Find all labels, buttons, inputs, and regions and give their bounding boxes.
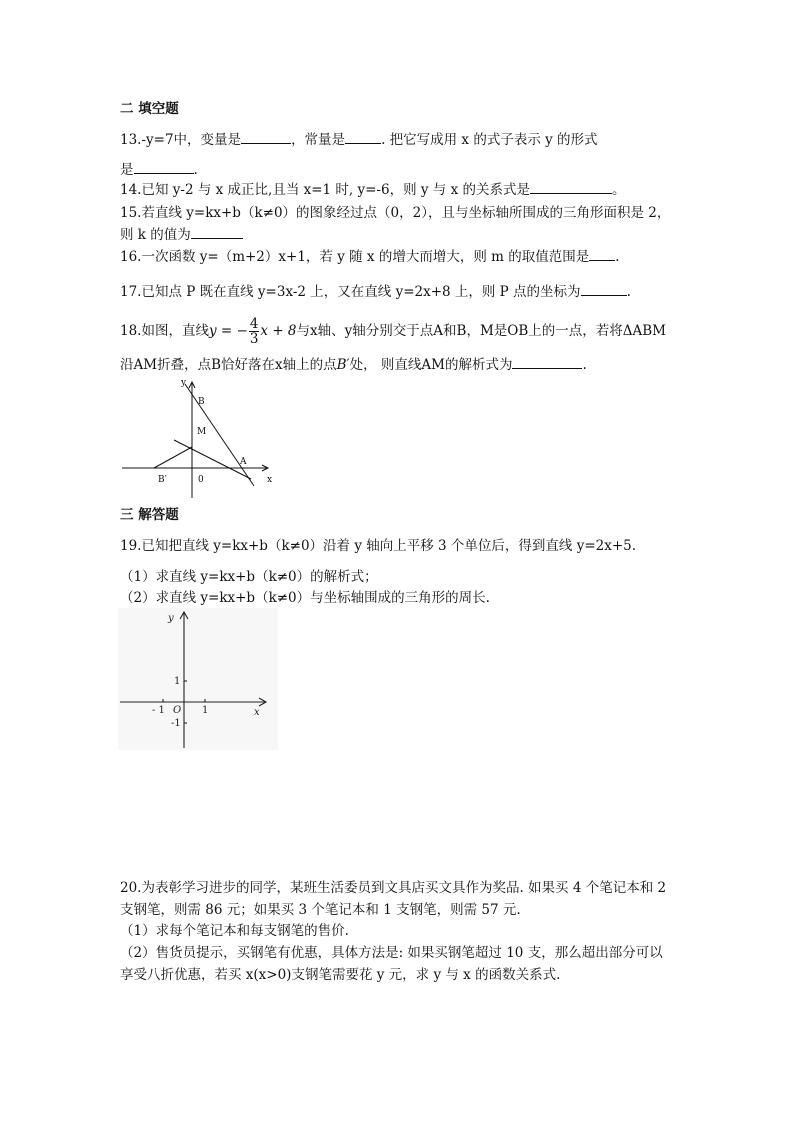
fig-label-x-1: 1: [202, 705, 209, 716]
q17-text-end: .: [626, 284, 631, 300]
section-title-answers: 三 解答题: [120, 507, 179, 523]
question-18-cont: [120, 356, 587, 374]
q13-text-c: . 把它写成用 x 的式子表示 y 的形式: [381, 132, 598, 148]
q15-text: 则 k 的值为: [120, 227, 191, 243]
fig-label-y-1: 1: [174, 676, 181, 687]
question-19-part-2: （2）求直线 y=kx+b（k≠0）与坐标轴围成的三角形的周长.: [120, 590, 490, 606]
question-20-part-2-cont: 享受八折优惠，若买 x(x>0)支钢笔需要花 y 元，求 y 与 x 的函数关系式.: [120, 967, 561, 983]
answer-blank[interactable]: [589, 248, 615, 261]
fig-label-x: x: [254, 707, 260, 718]
fig-label-x-neg1: - 1: [152, 705, 165, 716]
section-title-fill-in: 二 填空题: [120, 101, 179, 117]
question-20: 20.为表彰学习进步的同学，某班生活委员到文具店买文具作为奖品. 如果买 4 个笔记本和 2: [120, 880, 667, 896]
q18-fraction: [249, 317, 260, 346]
q18-line2-a: 沿AM折叠，点B恰好落在x轴上的点: [120, 357, 337, 373]
fig-label-b: B: [198, 397, 205, 407]
answer-blank[interactable]: [581, 283, 627, 296]
question-19: 19.已知把直线 y=kx+b（k≠0）沿着 y 轴向上平移 3 个单位后，得到直线 y=2x+5.: [120, 538, 637, 554]
question-14: [120, 181, 626, 199]
question-16: [120, 248, 620, 266]
answer-blank[interactable]: [191, 226, 243, 239]
q18-prefix: 18.如图，直线: [120, 323, 209, 339]
fraction-denominator: 3: [249, 331, 259, 347]
answer-blank[interactable]: [241, 131, 291, 144]
fig-label-origin: O: [173, 705, 182, 716]
question-20-cont: 支钢笔，则需 86 元；如果买 3 个笔记本和 1 支钢笔，则需 57 元.: [120, 902, 521, 918]
fig-label-x: x: [267, 475, 273, 485]
question-15-cont: [120, 226, 243, 244]
answer-blank[interactable]: [345, 131, 381, 144]
q18-line2-d: .: [582, 357, 587, 373]
q13-text-a: 13.-y=7中，变量是: [120, 132, 242, 148]
q14-text-end: 。: [612, 182, 626, 198]
fig-label-y: y: [168, 613, 174, 624]
answer-blank[interactable]: [530, 181, 612, 194]
q14-text: 14.已知 y-2 与 x 成正比,且当 x=1 时, y=-6，则 y 与 x 的关系式是: [120, 182, 530, 198]
q18-eq-y: y = −: [208, 323, 248, 339]
fig-label-y-neg1: -1: [171, 718, 181, 729]
line-ab: [185, 384, 254, 486]
fraction-numerator: 4: [249, 316, 259, 332]
q18-suffix: 与x轴、y轴分别交于点A和B，M是OB上的一点，若将ΔABM: [296, 323, 666, 339]
question-17: [120, 283, 631, 301]
q16-text-end: .: [615, 249, 620, 265]
answer-blank[interactable]: [134, 161, 194, 174]
q16-text: 16.一次函数 y=（m+2）x+1，若 y 随 x 的增大而增大，则 m 的取值范围是: [120, 249, 590, 265]
fig-label-y: y: [181, 378, 187, 388]
question-18: [120, 314, 666, 350]
fig-label-m: M: [197, 427, 207, 437]
figure-background: [118, 608, 278, 750]
fig-label-a: A: [240, 457, 247, 467]
question-13-cont: [120, 161, 198, 179]
q18-line2-c: 处， 则直线AM的解析式为: [349, 357, 513, 373]
question-20-part-2: （2）售货员提示，买钢笔有优惠，具体方法是: 如果买钢笔超过 10 支，那么超出部分可以: [120, 945, 663, 961]
question-20-part-1: （1）求每个笔记本和每支钢笔的售价.: [120, 923, 349, 939]
line-b-prime-m: [154, 447, 192, 468]
q18-point-b-prime: B′: [336, 357, 350, 373]
q13-text-e: .: [193, 162, 198, 178]
q13-text-d: 是: [120, 162, 134, 178]
q17-text: 17.已知点 P 既在直线 y=3x-2 上，又在直线 y=2x+8 上，则 P 点的坐标为: [120, 284, 581, 300]
question-19-part-1: （1）求直线 y=kx+b（k≠0）的解析式；: [120, 569, 378, 585]
q19-coordinate-grid: [118, 608, 278, 750]
fig-label-b-prime: B′: [158, 475, 167, 485]
q18-figure: [118, 374, 278, 500]
fig-label-origin: 0: [198, 475, 204, 485]
q18-eq-rest: x + 8: [260, 323, 297, 339]
question-15: 15.若直线 y=kx+b（k≠0）的图象经过点（0，2），且与坐标轴所围成的三角形面积是 2，: [120, 205, 671, 221]
answer-blank[interactable]: [512, 356, 582, 369]
q13-text-b: ，常量是: [291, 132, 346, 148]
question-13: [120, 131, 598, 149]
